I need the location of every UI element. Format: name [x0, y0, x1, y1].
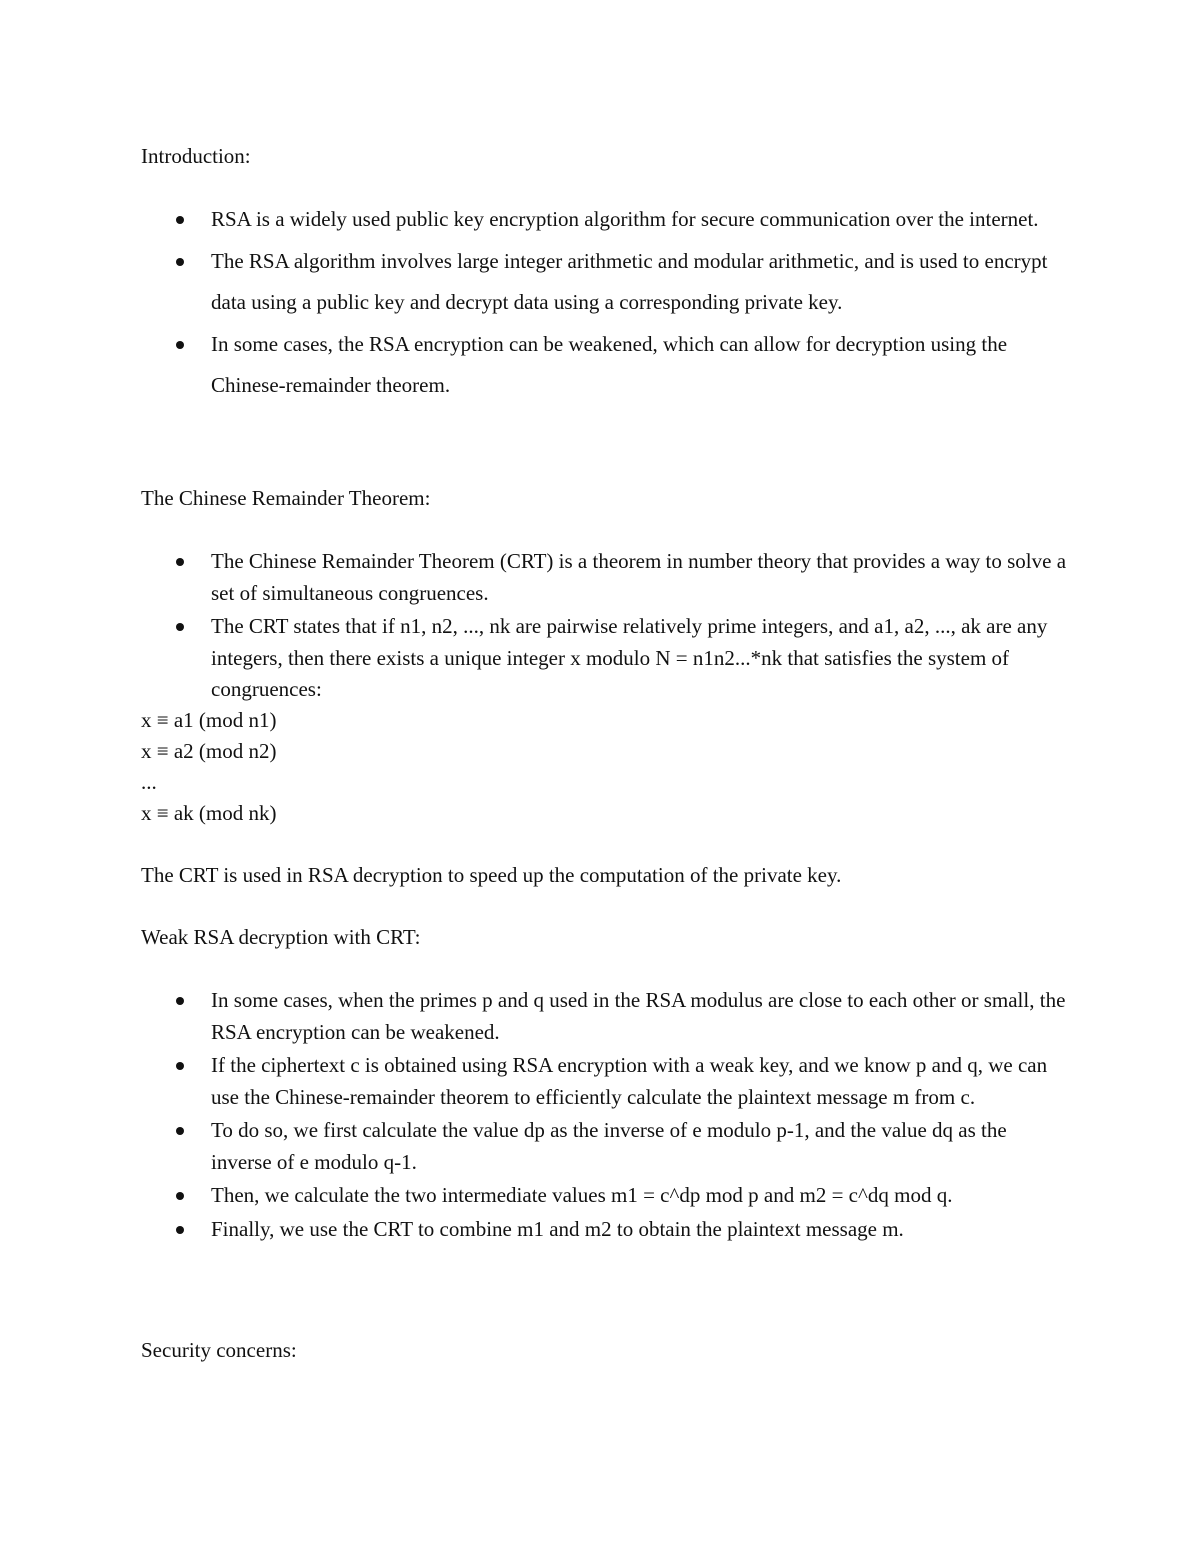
crt-heading: The Chinese Remainder Theorem: [141, 486, 431, 510]
list-item [0, 241, 1071, 324]
intro-bullet-text: RSA is a widely used public key encryption algorithm for secure communication over the internet. [211, 207, 1039, 231]
list-item [0, 199, 1071, 241]
weak-rsa-heading: Weak RSA decryption with CRT: [141, 925, 421, 949]
list-item [0, 1214, 1071, 1246]
congruence-line: x ≡ a2 (mod n2) [141, 739, 277, 763]
intro-bullet-list [0, 199, 1200, 407]
weak-rsa-bullet-text: If the ciphertext c is obtained using RSA encryption with a weak key, and we know p and q, we can use the Chinese-remainder theorem to efficiently calculate the plaintext message m from c. [211, 1053, 1048, 1109]
bullet-icon [176, 997, 184, 1005]
congruence-system [141, 705, 277, 829]
congruence-line: ... [141, 770, 157, 794]
list-item [0, 611, 1071, 706]
bullet-icon [176, 1062, 184, 1070]
list-item [0, 546, 1071, 609]
congruence-line: x ≡ a1 (mod n1) [141, 708, 277, 732]
list-item [0, 1115, 1071, 1178]
intro-bullet-text: The RSA algorithm involves large integer arithmetic and modular arithmetic, and is used to encrypt data using a public key and decrypt data using a corresponding private key. [211, 248, 1048, 314]
bullet-icon [176, 1226, 184, 1234]
bullet-icon [176, 216, 184, 224]
list-item [0, 1180, 1071, 1212]
bullet-icon [176, 258, 184, 266]
crt-bullet-text: The CRT states that if n1, n2, ..., nk are pairwise relatively prime integers, and a1, a2, ..., ak are any integers, then there exists a unique integer x modulo N = n1n2...*nk that satisfies the system of congruences: [211, 614, 1048, 701]
crt-bullet-text: The Chinese Remainder Theorem (CRT) is a theorem in number theory that provides a way to solve a set of simultaneous congruences. [211, 549, 1067, 605]
list-item [0, 985, 1071, 1048]
list-item [0, 324, 1071, 407]
bullet-icon [176, 341, 184, 349]
bullet-icon [176, 558, 184, 566]
weak-rsa-bullet-text: Finally, we use the CRT to combine m1 and m2 to obtain the plaintext message m. [211, 1216, 904, 1241]
intro-bullet-text: In some cases, the RSA encryption can be weakened, which can allow for decryption using the Chinese-remainder theorem. [211, 331, 1008, 397]
intro-heading: Introduction: [141, 144, 251, 168]
congruence-line: x ≡ ak (mod nk) [141, 801, 277, 825]
list-item [0, 1050, 1071, 1113]
weak-rsa-bullet-text: In some cases, when the primes p and q used in the RSA modulus are close to each other or small, the RSA encryption can be weakened. [211, 988, 1066, 1044]
security-heading: Security concerns: [141, 1338, 297, 1362]
weak-rsa-bullet-text: To do so, we first calculate the value dp as the inverse of e modulo p-1, and the value dq as the inverse of e modulo q-1. [211, 1118, 1007, 1174]
crt-bullet-list [0, 546, 1200, 706]
weak-rsa-bullet-text: Then, we calculate the two intermediate values m1 = c^dp mod p and m2 = c^dq mod q. [211, 1183, 953, 1207]
bullet-icon [176, 1192, 184, 1200]
crt-usage-paragraph: The CRT is used in RSA decryption to speed up the computation of the private key. [141, 863, 842, 887]
bullet-icon [176, 623, 184, 631]
bullet-icon [176, 1127, 184, 1135]
weak-rsa-bullet-list [0, 985, 1200, 1245]
